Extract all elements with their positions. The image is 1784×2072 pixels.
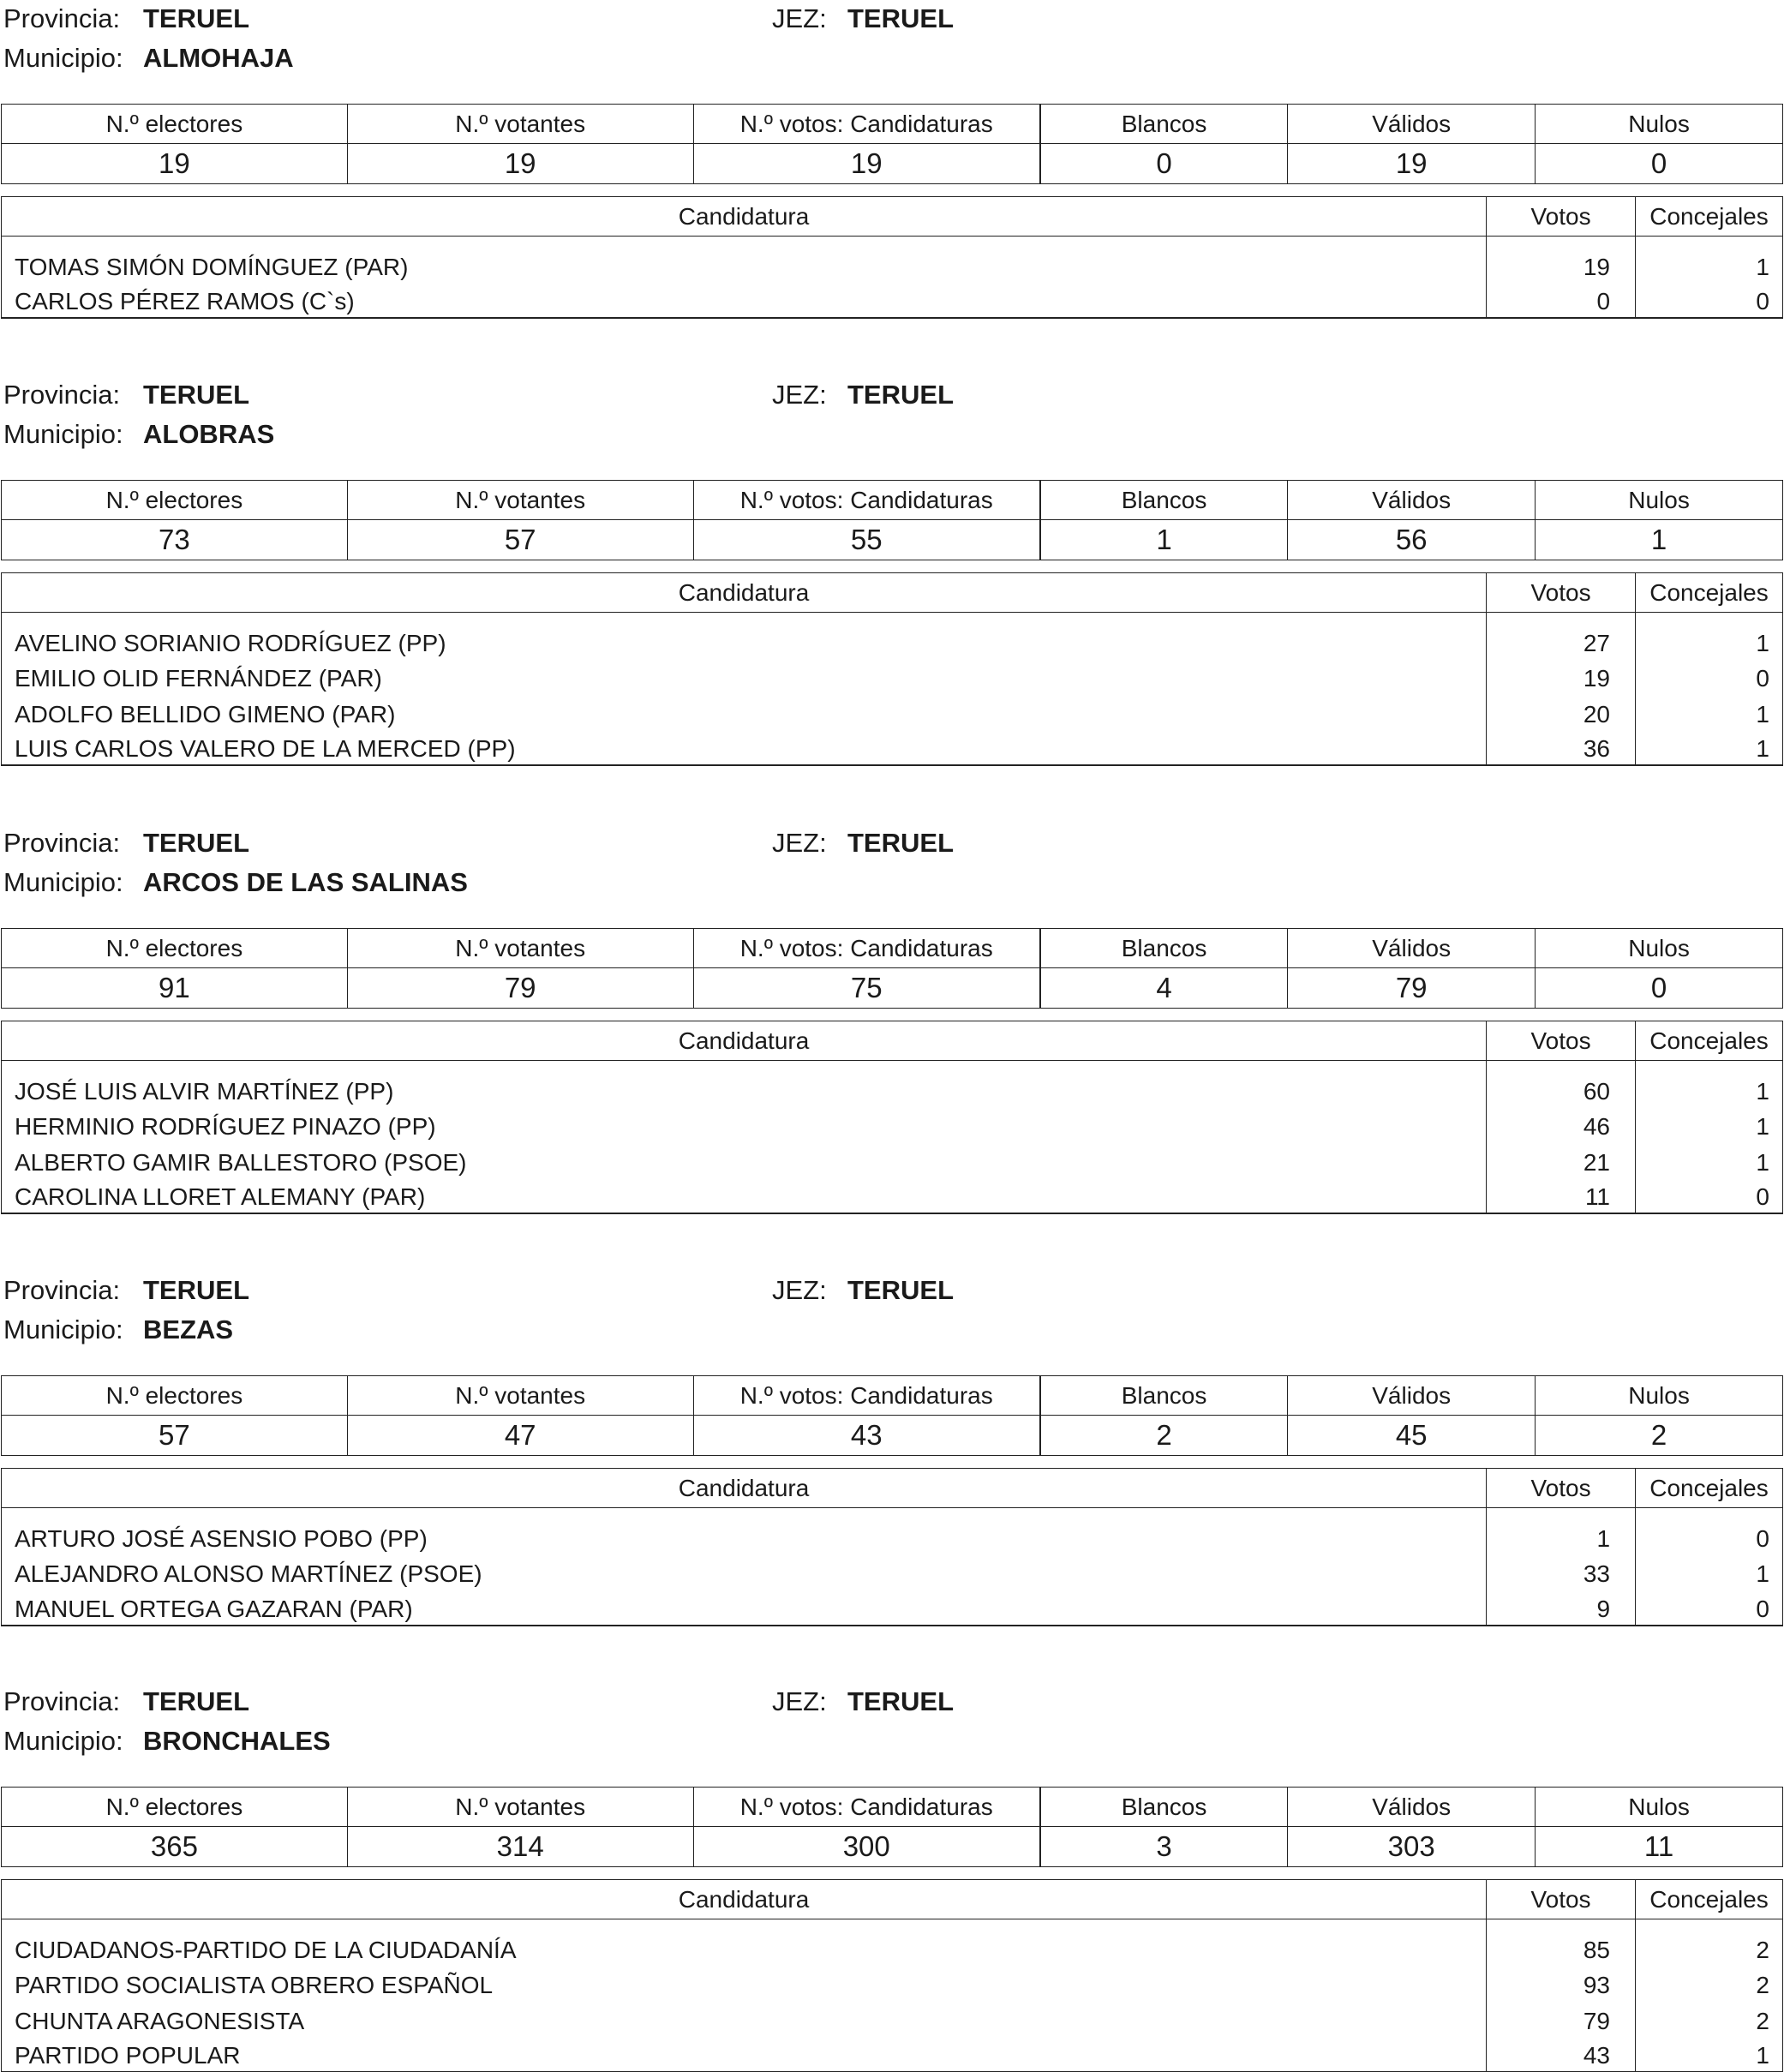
candidate-councillors: 1	[1636, 1554, 1783, 1590]
candidate-name: LUIS CARLOS VALERO DE LA MERCED (PP)	[2, 730, 1487, 766]
candidate-name: CAROLINA LLORET ALEMANY (PAR)	[2, 1178, 1487, 1214]
provincia-value: TERUEL	[143, 1275, 249, 1305]
summary-header-cell: Válidos	[1288, 1788, 1536, 1827]
candidate-name: EMILIO OLID FERNÁNDEZ (PAR)	[2, 659, 1487, 695]
candidate-votes: 27	[1487, 613, 1636, 659]
summary-value-cell: 0	[1040, 144, 1288, 184]
candidate-votes: 11	[1487, 1178, 1636, 1214]
summary-value-cell: 19	[347, 144, 693, 184]
candidate-name: PARTIDO SOCIALISTA OBRERO ESPAÑOL	[2, 1966, 1487, 2002]
summary-header-cell: N.º electores	[2, 1788, 348, 1827]
summary-table	[1, 1787, 1783, 1867]
summary-header-cell: N.º electores	[2, 481, 348, 520]
summary-header-cell: N.º electores	[2, 929, 348, 968]
candidate-councillors: 2	[1636, 1919, 1783, 1966]
provincia-row	[0, 824, 1784, 862]
candidate-councillors: 2	[1636, 1966, 1783, 2002]
candidates-header-row	[2, 1469, 1783, 1508]
summary-value-cell: 314	[347, 1827, 693, 1867]
summary-value-cell: 43	[693, 1416, 1040, 1456]
candidates-header-cell: Votos	[1487, 197, 1636, 237]
municipio-value: ALOBRAS	[143, 419, 275, 449]
summary-header-cell: N.º votos: Candidaturas	[693, 1788, 1040, 1827]
candidate-name: CHUNTA ARAGONESISTA	[2, 2001, 1487, 2037]
candidate-councillors: 1	[1636, 1107, 1783, 1143]
summary-header-cell: N.º electores	[2, 105, 348, 144]
municipio-value: ALMOHAJA	[143, 43, 294, 73]
summary-value-row	[2, 144, 1783, 184]
summary-header-row	[2, 929, 1783, 968]
summary-header-cell: Válidos	[1288, 929, 1536, 968]
candidates-header-cell: Concejales	[1636, 573, 1783, 613]
jez-value: TERUEL	[847, 380, 954, 410]
summary-header-cell: Nulos	[1536, 105, 1783, 144]
summary-header-cell: N.º votos: Candidaturas	[693, 481, 1040, 520]
summary-header-cell: Válidos	[1288, 1376, 1536, 1416]
summary-value-cell: 57	[347, 520, 693, 560]
summary-value-cell: 79	[347, 968, 693, 1009]
provincia-value: TERUEL	[143, 3, 249, 33]
candidate-row	[2, 283, 1783, 319]
municipio-label: Municipio:	[3, 43, 123, 73]
summary-header-row	[2, 1788, 1783, 1827]
provincia-label: Provincia:	[3, 3, 121, 33]
provincia-label: Provincia:	[3, 828, 121, 858]
summary-header-cell: N.º votantes	[347, 1788, 693, 1827]
candidates-header-row	[2, 573, 1783, 613]
candidate-row	[2, 237, 1783, 283]
summary-value-cell: 1	[1040, 520, 1288, 560]
summary-header-cell: N.º votantes	[347, 481, 693, 520]
candidate-row	[2, 1919, 1783, 1966]
candidate-councillors: 0	[1636, 283, 1783, 319]
candidate-councillors: 0	[1636, 659, 1783, 695]
summary-value-row	[2, 520, 1783, 560]
summary-value-cell: 3	[1040, 1827, 1288, 1867]
summary-table	[1, 104, 1783, 184]
summary-table	[1, 928, 1783, 1009]
candidate-row	[2, 730, 1783, 766]
candidate-row	[2, 2001, 1783, 2037]
candidates-table	[1, 572, 1783, 766]
summary-value-row	[2, 1827, 1783, 1867]
candidate-name: CIUDADANOS-PARTIDO DE LA CIUDADANÍA	[2, 1919, 1487, 1966]
candidate-row	[2, 613, 1783, 659]
summary-header-cell: Blancos	[1040, 105, 1288, 144]
municipio-label: Municipio:	[3, 1314, 123, 1344]
summary-value-cell: 55	[693, 520, 1040, 560]
summary-header-cell: N.º votos: Candidaturas	[693, 105, 1040, 144]
candidates-header-cell: Votos	[1487, 1021, 1636, 1061]
candidates-header-row	[2, 1880, 1783, 1919]
candidates-header-row	[2, 1021, 1783, 1061]
summary-value-row	[2, 968, 1783, 1009]
summary-header-cell: Nulos	[1536, 481, 1783, 520]
summary-header-cell: Nulos	[1536, 1788, 1783, 1827]
candidate-name: AVELINO SORIANIO RODRÍGUEZ (PP)	[2, 613, 1487, 659]
provincia-row	[0, 0, 1784, 38]
candidate-row	[2, 1107, 1783, 1143]
candidate-row	[2, 1508, 1783, 1554]
candidates-header-cell: Concejales	[1636, 1469, 1783, 1508]
summary-header-cell: Nulos	[1536, 1376, 1783, 1416]
municipio-row	[0, 416, 1784, 453]
candidates-table	[1, 1021, 1783, 1214]
candidates-table	[1, 1879, 1783, 2072]
provincia-row	[0, 1272, 1784, 1309]
candidate-name: TOMAS SIMÓN DOMÍNGUEZ (PAR)	[2, 237, 1487, 283]
candidate-votes: 85	[1487, 1919, 1636, 1966]
candidate-councillors: 0	[1636, 1508, 1783, 1554]
provincia-value: TERUEL	[143, 1686, 249, 1716]
summary-value-cell: 19	[1288, 144, 1536, 184]
candidate-votes: 0	[1487, 283, 1636, 319]
jez-value: TERUEL	[847, 828, 954, 858]
provincia-label: Provincia:	[3, 1275, 121, 1305]
summary-table	[1, 1375, 1783, 1456]
summary-header-cell: Válidos	[1288, 481, 1536, 520]
summary-value-cell: 0	[1536, 144, 1783, 184]
summary-header-cell: N.º electores	[2, 1376, 348, 1416]
candidate-votes: 9	[1487, 1590, 1636, 1626]
summary-header-cell: Blancos	[1040, 1788, 1288, 1827]
candidate-row	[2, 659, 1783, 695]
summary-header-cell: Blancos	[1040, 481, 1288, 520]
summary-value-cell: 57	[2, 1416, 348, 1456]
provincia-row	[0, 1683, 1784, 1721]
candidates-header-row	[2, 197, 1783, 237]
candidate-votes: 1	[1487, 1508, 1636, 1554]
candidate-votes: 46	[1487, 1107, 1636, 1143]
summary-header-cell: N.º votos: Candidaturas	[693, 929, 1040, 968]
municipio-row	[0, 39, 1784, 77]
municipio-row	[0, 864, 1784, 901]
summary-header-cell: N.º votantes	[347, 929, 693, 968]
candidate-row	[2, 1966, 1783, 2002]
summary-value-cell: 79	[1288, 968, 1536, 1009]
candidate-name: HERMINIO RODRÍGUEZ PINAZO (PP)	[2, 1107, 1487, 1143]
candidates-table	[1, 1468, 1783, 1626]
candidate-votes: 21	[1487, 1142, 1636, 1178]
candidate-councillors: 1	[1636, 730, 1783, 766]
summary-value-cell: 45	[1288, 1416, 1536, 1456]
candidates-header-cell: Candidatura	[2, 197, 1487, 237]
candidate-councillors: 1	[1636, 237, 1783, 283]
candidates-header-cell: Concejales	[1636, 1880, 1783, 1919]
candidate-row	[2, 694, 1783, 730]
candidate-name: PARTIDO POPULAR	[2, 2037, 1487, 2072]
candidate-votes: 60	[1487, 1061, 1636, 1107]
summary-value-cell: 47	[347, 1416, 693, 1456]
candidate-row	[2, 2037, 1783, 2072]
municipio-value: BEZAS	[143, 1314, 234, 1344]
summary-header-row	[2, 105, 1783, 144]
summary-value-cell: 0	[1536, 968, 1783, 1009]
summary-value-cell: 2	[1040, 1416, 1288, 1456]
summary-header-cell: Válidos	[1288, 105, 1536, 144]
jez-label: JEZ:	[772, 1275, 827, 1305]
municipio-label: Municipio:	[3, 1726, 123, 1756]
candidate-name: JOSÉ LUIS ALVIR MARTÍNEZ (PP)	[2, 1061, 1487, 1107]
provincia-value: TERUEL	[143, 828, 249, 858]
summary-header-cell: Blancos	[1040, 929, 1288, 968]
summary-header-cell: Nulos	[1536, 929, 1783, 968]
municipio-row	[0, 1722, 1784, 1760]
summary-value-cell: 73	[2, 520, 348, 560]
summary-value-cell: 365	[2, 1827, 348, 1867]
candidate-name: ALEJANDRO ALONSO MARTÍNEZ (PSOE)	[2, 1554, 1487, 1590]
candidate-councillors: 1	[1636, 1061, 1783, 1107]
candidate-name: MANUEL ORTEGA GAZARAN (PAR)	[2, 1590, 1487, 1626]
candidates-header-cell: Votos	[1487, 573, 1636, 613]
provincia-label: Provincia:	[3, 1686, 121, 1716]
summary-value-cell: 11	[1536, 1827, 1783, 1867]
jez-value: TERUEL	[847, 1275, 954, 1305]
jez-value: TERUEL	[847, 3, 954, 33]
summary-header-cell: N.º votantes	[347, 1376, 693, 1416]
candidate-councillors: 0	[1636, 1178, 1783, 1214]
summary-value-row	[2, 1416, 1783, 1456]
municipio-value: ARCOS DE LAS SALINAS	[143, 867, 468, 897]
candidate-councillors: 0	[1636, 1590, 1783, 1626]
jez-label: JEZ:	[772, 3, 827, 33]
municipio-row	[0, 1311, 1784, 1349]
candidate-votes: 20	[1487, 694, 1636, 730]
jez-label: JEZ:	[772, 380, 827, 410]
candidate-councillors: 1	[1636, 1142, 1783, 1178]
candidates-header-cell: Votos	[1487, 1469, 1636, 1508]
summary-value-cell: 91	[2, 968, 348, 1009]
summary-header-cell: N.º votos: Candidaturas	[693, 1376, 1040, 1416]
provincia-row	[0, 376, 1784, 414]
candidates-header-cell: Concejales	[1636, 1021, 1783, 1061]
candidate-row	[2, 1061, 1783, 1107]
candidate-row	[2, 1554, 1783, 1590]
candidates-header-cell: Concejales	[1636, 197, 1783, 237]
candidate-councillors: 1	[1636, 613, 1783, 659]
summary-value-cell: 19	[2, 144, 348, 184]
municipio-label: Municipio:	[3, 419, 123, 449]
jez-value: TERUEL	[847, 1686, 954, 1716]
candidate-votes: 43	[1487, 2037, 1636, 2072]
candidate-name: ARTURO JOSÉ ASENSIO POBO (PP)	[2, 1508, 1487, 1554]
summary-value-cell: 75	[693, 968, 1040, 1009]
summary-value-cell: 300	[693, 1827, 1040, 1867]
summary-value-cell: 4	[1040, 968, 1288, 1009]
summary-value-cell: 1	[1536, 520, 1783, 560]
candidates-table	[1, 196, 1783, 319]
provincia-label: Provincia:	[3, 380, 121, 410]
candidate-votes: 33	[1487, 1554, 1636, 1590]
candidates-header-cell: Candidatura	[2, 573, 1487, 613]
candidate-row	[2, 1178, 1783, 1214]
jez-label: JEZ:	[772, 1686, 827, 1716]
candidate-votes: 19	[1487, 237, 1636, 283]
candidate-name: ALBERTO GAMIR BALLESTORO (PSOE)	[2, 1142, 1487, 1178]
candidate-votes: 36	[1487, 730, 1636, 766]
candidates-header-cell: Votos	[1487, 1880, 1636, 1919]
municipio-value: BRONCHALES	[143, 1726, 331, 1756]
provincia-value: TERUEL	[143, 380, 249, 410]
candidate-row	[2, 1142, 1783, 1178]
summary-header-row	[2, 481, 1783, 520]
candidate-councillors: 1	[1636, 2037, 1783, 2072]
municipio-label: Municipio:	[3, 867, 123, 897]
candidate-name: CARLOS PÉREZ RAMOS (C`s)	[2, 283, 1487, 319]
candidate-councillors: 1	[1636, 694, 1783, 730]
summary-header-cell: Blancos	[1040, 1376, 1288, 1416]
summary-value-cell: 19	[693, 144, 1040, 184]
candidate-votes: 19	[1487, 659, 1636, 695]
summary-value-cell: 303	[1288, 1827, 1536, 1867]
candidate-votes: 93	[1487, 1966, 1636, 2002]
candidate-name: ADOLFO BELLIDO GIMENO (PAR)	[2, 694, 1487, 730]
summary-table	[1, 480, 1783, 560]
candidates-header-cell: Candidatura	[2, 1469, 1487, 1508]
candidates-header-cell: Candidatura	[2, 1021, 1487, 1061]
summary-value-cell: 56	[1288, 520, 1536, 560]
candidates-header-cell: Candidatura	[2, 1880, 1487, 1919]
candidate-votes: 79	[1487, 2001, 1636, 2037]
jez-label: JEZ:	[772, 828, 827, 858]
candidate-row	[2, 1590, 1783, 1626]
summary-header-cell: N.º votantes	[347, 105, 693, 144]
candidate-councillors: 2	[1636, 2001, 1783, 2037]
summary-value-cell: 2	[1536, 1416, 1783, 1456]
summary-header-row	[2, 1376, 1783, 1416]
